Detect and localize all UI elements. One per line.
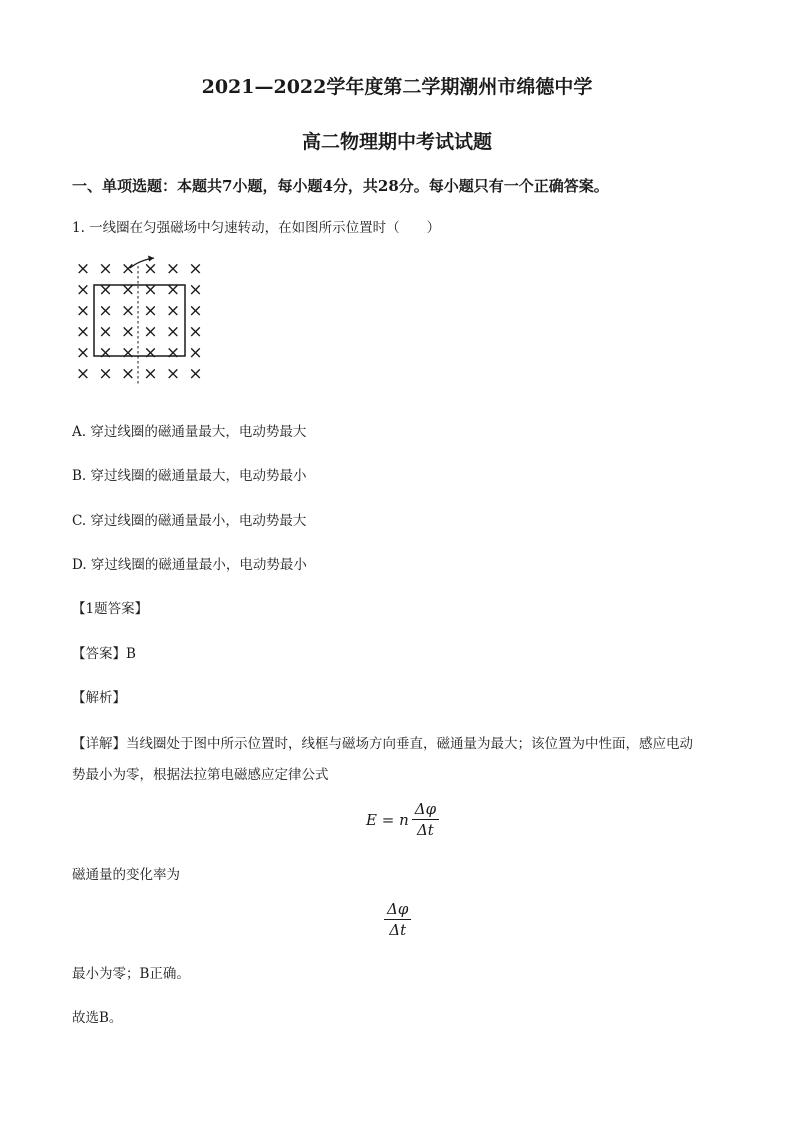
- detail-line-2: 势最小为零，根据法拉第电磁感应定律公式: [72, 767, 329, 783]
- formula-numerator: Δφ: [412, 800, 439, 820]
- answer-header: 【1题答案】: [72, 601, 149, 617]
- field-mark: ×: [165, 280, 181, 300]
- field-mark: ×: [143, 322, 158, 342]
- field-mark: ×: [120, 364, 136, 384]
- field-mark: ×: [143, 259, 158, 279]
- field-mark: ×: [75, 322, 91, 342]
- formula-equals: =: [376, 810, 400, 829]
- field-mark: ×: [165, 259, 181, 279]
- field-mark: ×: [165, 322, 181, 342]
- field-mark: ×: [75, 259, 91, 279]
- field-mark: ×: [143, 301, 158, 321]
- rate-text: 磁通量的变化率为: [72, 867, 180, 883]
- field-mark: ×: [98, 259, 113, 279]
- option-b: B. 穿过线圈的磁通量最大，电动势最小: [72, 468, 307, 484]
- field-mark: ×: [98, 343, 113, 363]
- conclusion-text: 最小为零；B正确。: [72, 966, 190, 982]
- field-mark: ×: [188, 280, 203, 300]
- coil-figure: [70, 254, 220, 394]
- detail-line-1: 【详解】当线圈处于图中所示位置时，线框与磁场方向垂直，磁通量为最大；该位置为中性面，感应电动: [72, 736, 693, 752]
- field-mark: ×: [120, 343, 136, 363]
- field-mark: ×: [188, 364, 203, 384]
- formula-lhs: E: [366, 810, 377, 829]
- page-title-line1: 2021—2022学年度第二学期潮州市绵德中学: [201, 76, 593, 98]
- magnetic-field-marks: [76, 259, 203, 384]
- field-mark: ×: [75, 301, 91, 321]
- analysis-label: 【解析】: [72, 690, 126, 706]
- faraday-formula: [366, 800, 439, 839]
- field-mark: ×: [120, 280, 136, 300]
- rate-numerator: Δφ: [384, 900, 411, 920]
- rate-formula: [381, 900, 411, 939]
- field-mark: ×: [143, 343, 158, 363]
- field-mark: ×: [75, 364, 91, 384]
- field-mark: ×: [165, 301, 181, 321]
- rate-denominator: Δt: [389, 921, 407, 939]
- field-mark: ×: [75, 280, 91, 300]
- answer-label: 【答案】B: [72, 646, 136, 662]
- field-mark: ×: [75, 343, 91, 363]
- formula-coef: n: [399, 810, 409, 829]
- field-mark: ×: [188, 301, 203, 321]
- field-mark: ×: [143, 280, 158, 300]
- field-mark: ×: [188, 343, 203, 363]
- option-c: C. 穿过线圈的磁通量最小，电动势最大: [72, 513, 307, 529]
- option-a: A. 穿过线圈的磁通量最大，电动势最大: [72, 424, 307, 440]
- option-d: D. 穿过线圈的磁通量最小，电动势最小: [72, 557, 307, 573]
- field-mark: ×: [188, 322, 203, 342]
- field-mark: ×: [143, 364, 158, 384]
- field-mark: ×: [98, 280, 113, 300]
- question-stem: 1. 一线圈在匀强磁场中匀速转动，在如图所示位置时（ ）: [72, 220, 441, 236]
- rate-fraction: [384, 900, 411, 939]
- formula-fraction: [412, 800, 439, 839]
- field-mark: ×: [98, 364, 113, 384]
- field-mark: ×: [165, 343, 181, 363]
- field-mark: ×: [188, 259, 203, 279]
- field-mark: ×: [165, 364, 181, 384]
- field-mark: ×: [120, 259, 136, 279]
- field-mark: ×: [120, 322, 136, 342]
- field-mark: ×: [98, 301, 113, 321]
- formula-denominator: Δt: [416, 821, 434, 839]
- page-title-line2: 高二物理期中考试试题: [301, 131, 492, 153]
- field-mark: ×: [120, 301, 136, 321]
- final-answer-text: 故选B。: [72, 1010, 123, 1026]
- section-heading: 一、单项选题：本题共7小题，每小题4分，共28分。每小题只有一个正确答案。: [72, 177, 609, 195]
- field-mark: ×: [98, 322, 113, 342]
